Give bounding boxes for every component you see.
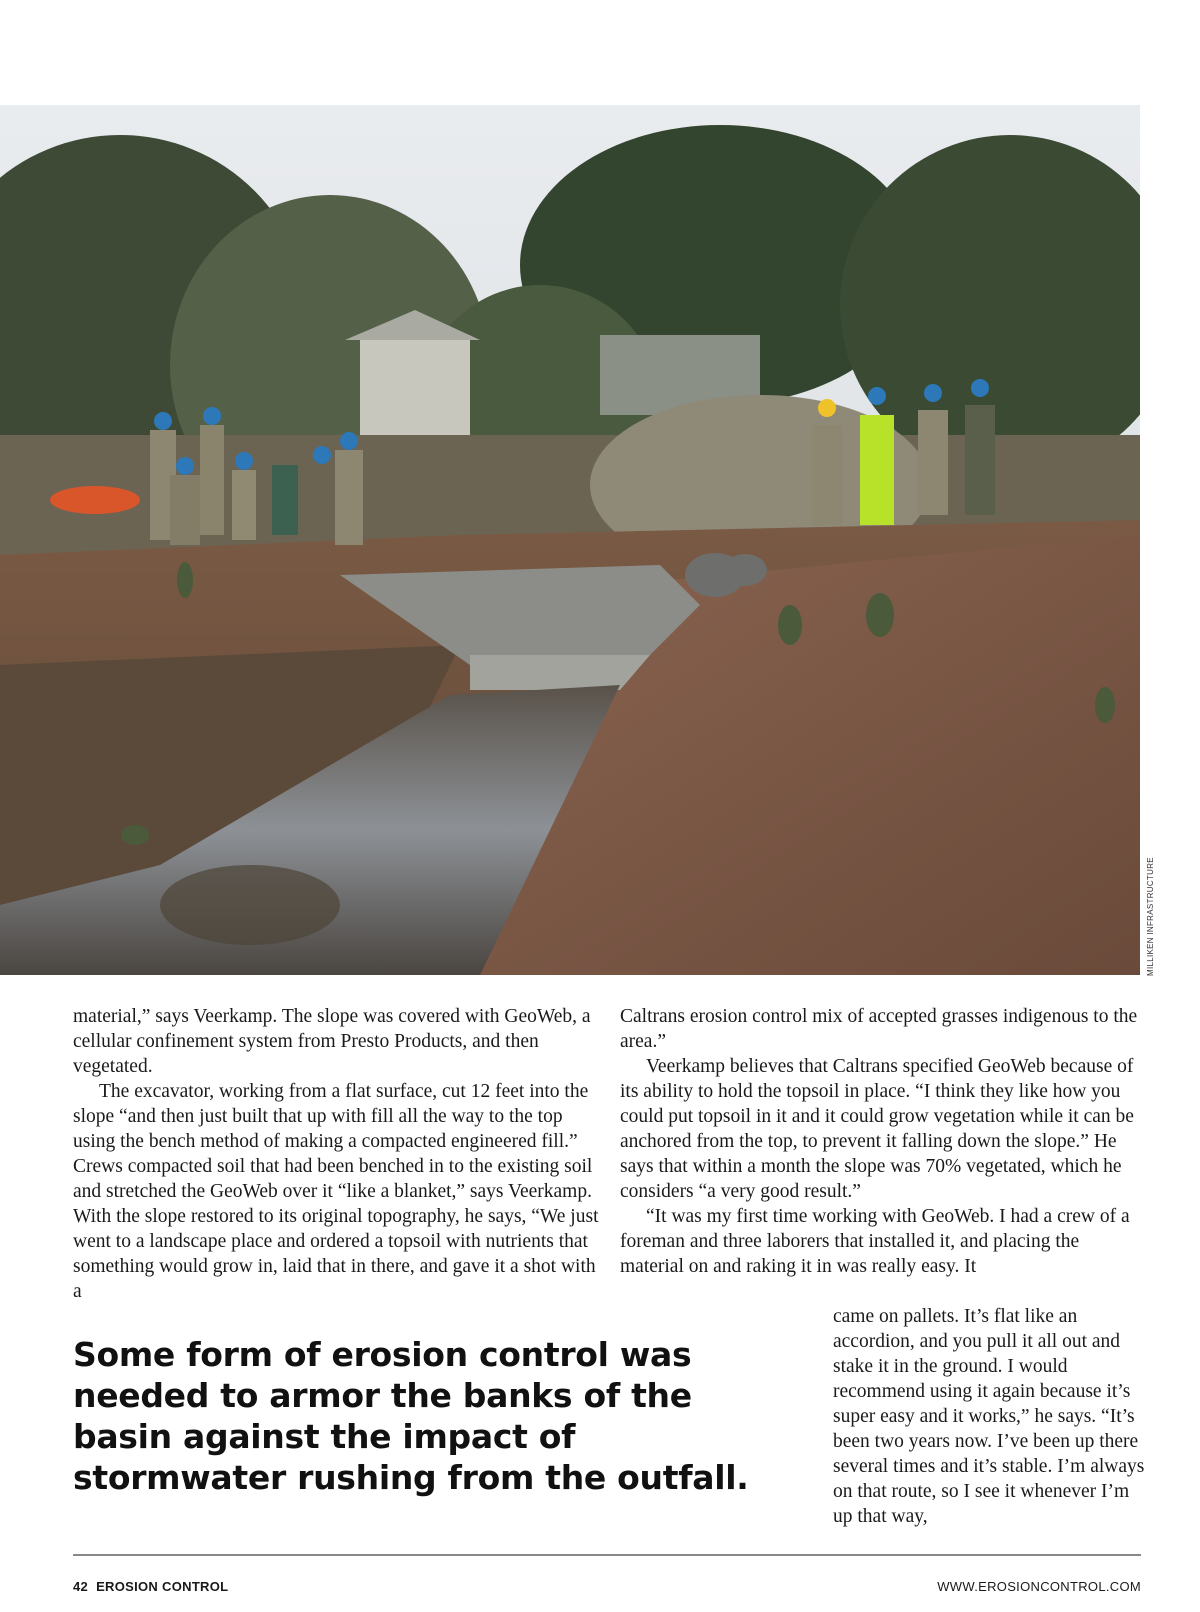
article-column-right bbox=[620, 1004, 1142, 1279]
article-column-left bbox=[73, 1004, 601, 1304]
footer-folio bbox=[73, 1579, 228, 1594]
outlet-channel-photo bbox=[0, 105, 1140, 975]
article-column-right-continued bbox=[833, 1304, 1145, 1529]
paragraph: “It was my first time working with GeoWeb. I had a crew of a foreman and three laborers that installed it, and placing the material on and raking it in was really easy. It bbox=[620, 1206, 1130, 1277]
paragraph: Caltrans erosion control mix of accepted grasses indigenous to the area.” bbox=[620, 1006, 1138, 1052]
paragraph: material,” says Veerkamp. The slope was covered with GeoWeb, a cellular confinement system from Presto Products, and then vegetated. bbox=[73, 1006, 591, 1077]
pull-quote: Some form of erosion control was needed to armor the banks of the basin against the impact of stormwater rushing from the outfall. bbox=[73, 1335, 749, 1497]
footer-divider bbox=[73, 1554, 1141, 1556]
paragraph: came on pallets. It’s flat like an accordion, and you pull it all out and stake it in the ground. I would recommend using it again because it’s super easy and it works,” he says. “It’s been two years now. I’ve been up there several times and it’s stable. I’m always on that route, so I see it whenever I’m up that way, bbox=[833, 1306, 1145, 1527]
publication-name: EROSION CONTROL bbox=[96, 1579, 229, 1594]
photo-credit: MILLIKEN INFRASTRUCTURE bbox=[1146, 857, 1155, 976]
page-number: 42 bbox=[73, 1579, 89, 1594]
paragraph: The excavator, working from a flat surface, cut 12 feet into the slope “and then just built that up with fill all the way to the top using the bench method of making a compacted engineered fill.” Crews compacted soil that had been benched in to the existing soil and stretched the GeoWeb over it “like a blanket,” says Veerkamp. With the slope restored to its original topography, he says, “We just went to a landscape place and ordered a topsoil with nutrients that something would grow in, laid that in there, and gave it a shot with a bbox=[73, 1081, 599, 1302]
footer-website: WWW.EROSIONCONTROL.COM bbox=[937, 1579, 1141, 1594]
paragraph: Veerkamp believes that Caltrans specified GeoWeb because of its ability to hold the topsoil in place. “I think they like how you could put topsoil in it and it could grow vegetation while it can be anchored from the top, to prevent it falling down the slope.” He says that within a month the slope was 70% vegetated, which he considers “a very good result.” bbox=[620, 1056, 1134, 1202]
